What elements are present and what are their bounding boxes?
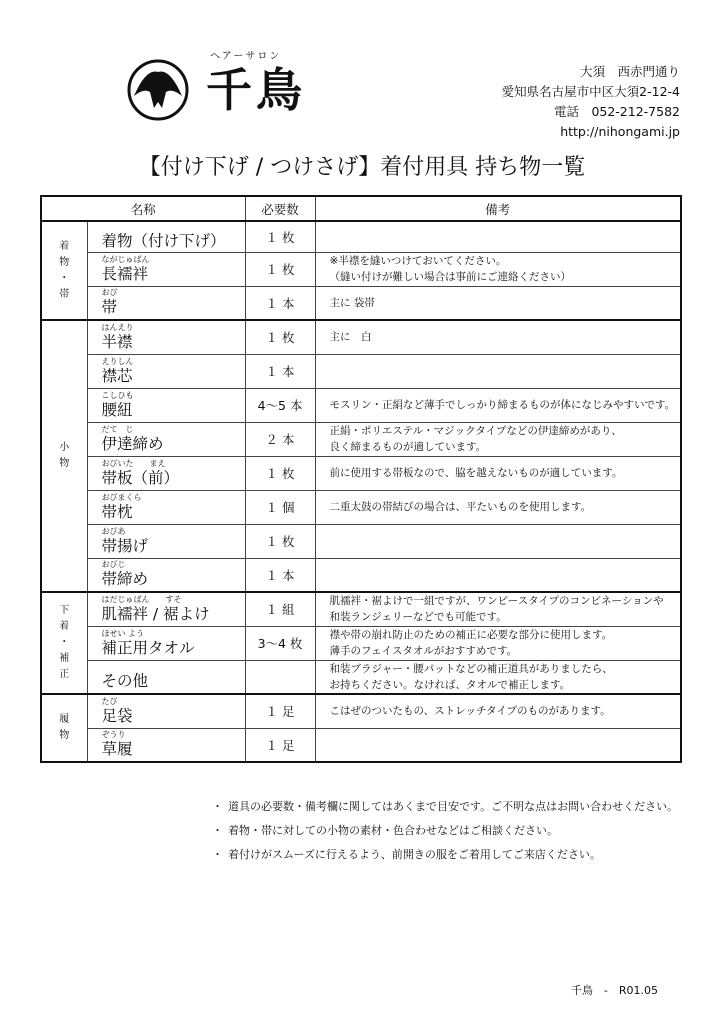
item-qty: １ 枚 — [245, 221, 315, 252]
item-name: 補正用タオル — [101, 638, 195, 657]
item-name-cell — [87, 252, 245, 286]
item-name-cell — [87, 221, 245, 252]
table-row — [41, 456, 681, 490]
item-qty: １ 足 — [245, 694, 315, 728]
item-name-cell — [87, 490, 245, 524]
item-note: 肌襦袢・裾よけで一組ですが、ワンピースタイプのコンビネーションや 和装ランジェリーなどでも可能です。 — [315, 592, 681, 626]
item-name: 足袋 — [101, 706, 133, 725]
table-row — [41, 728, 681, 762]
table-row — [41, 286, 681, 320]
item-qty: １ 足 — [245, 728, 315, 762]
bird-emblem-icon — [126, 58, 190, 122]
item-name: 伊達締め — [101, 434, 164, 453]
item-qty: １ 枚 — [245, 524, 315, 558]
logo-name: 千鳥 — [206, 63, 306, 117]
item-qty: １ 本 — [245, 354, 315, 388]
item-note — [315, 354, 681, 388]
note-item: ・ 着付けがスムーズに行えるよう、前開きの服をご着用してご来店ください。 — [212, 848, 601, 861]
item-note: 主に 袋帯 — [315, 286, 681, 320]
item-name: 帯揚げ — [101, 536, 149, 555]
table-row — [41, 524, 681, 558]
item-ruby: ほせい よう — [101, 628, 145, 638]
notes-list — [212, 795, 678, 867]
table-row — [41, 320, 681, 354]
item-name: 着物（付け下げ） — [101, 232, 226, 251]
item-qty: 3～4 枚 — [245, 626, 315, 660]
item-name: 帯枕 — [101, 502, 133, 521]
item-name: 帯板（前） — [101, 468, 180, 487]
item-name-cell — [87, 422, 245, 456]
category-cell: 履 物 — [41, 694, 87, 762]
item-qty: １ 枚 — [245, 320, 315, 354]
item-name-cell — [87, 558, 245, 592]
item-ruby: ながじゅばん — [101, 254, 150, 264]
table-row — [41, 626, 681, 660]
item-name: 半襟 — [101, 332, 133, 351]
item-ruby: えりしん — [101, 356, 134, 366]
table-header-row — [41, 196, 681, 221]
item-note: 和装ブラジャー・腰パットなどの補正道具がありましたら、 お持ちください。なければ、タオルで補正します。 — [315, 660, 681, 694]
table-row — [41, 592, 681, 626]
item-note — [315, 558, 681, 592]
item-note: 二重太鼓の帯結びの場合は、平たいものを使用します。 — [315, 490, 681, 524]
note-item: ・ 着物・帯に対しての小物の素材・色合わせなどはご相談ください。 — [212, 824, 558, 837]
item-note: 前に使用する帯板なので、脇を越えないものが適しています。 — [315, 456, 681, 490]
item-note: モスリン・正絹など薄手でしっかり締まるものが体になじみやすいです。 — [315, 388, 681, 422]
phone-line: 電話 052-212-7582 — [553, 104, 680, 119]
item-name: 草履 — [101, 740, 133, 759]
item-note — [315, 524, 681, 558]
header-name: 名称 — [41, 196, 245, 221]
item-ruby — [102, 222, 245, 231]
item-name-cell — [87, 728, 245, 762]
item-name: 腰紐 — [101, 400, 133, 419]
category-cell: 小 物 — [41, 320, 87, 592]
item-name-cell — [87, 524, 245, 558]
shop-address — [502, 62, 680, 142]
item-qty: ２ 本 — [245, 422, 315, 456]
category-cell: 着 物 ・ 帯 — [41, 221, 87, 320]
note-item: ・ 道具の必要数・備考欄に関してはあくまで目安です。ご不明な点はお問い合わせください。 — [212, 800, 679, 813]
address-line: 大須 西赤門通り — [579, 64, 680, 79]
item-name-cell — [87, 320, 245, 354]
item-name-cell — [87, 660, 245, 694]
logo-kana: ヘアーサロン — [210, 51, 282, 62]
table-row — [41, 558, 681, 592]
item-note: こはぜのついたもの、ストレッチタイプのものがあります。 — [315, 694, 681, 728]
item-ruby: こしひも — [101, 390, 134, 400]
header-qty: 必要数 — [245, 196, 315, 221]
table-row — [41, 388, 681, 422]
item-name-cell — [87, 592, 245, 626]
category-cell: 下 着 ・ 補 正 — [41, 592, 87, 694]
item-name: 長襦袢 — [101, 264, 149, 283]
item-note — [315, 728, 681, 762]
item-ruby: ぞうり — [101, 730, 126, 740]
item-note — [315, 221, 681, 252]
item-ruby: おびじ — [101, 560, 126, 570]
item-qty: 4～5 本 — [245, 388, 315, 422]
item-name-cell — [87, 286, 245, 320]
item-ruby: はだじゅばん すそ — [101, 594, 182, 604]
item-ruby: だて じ — [101, 424, 134, 434]
table-row — [41, 422, 681, 456]
table-row — [41, 354, 681, 388]
table-row — [41, 660, 681, 694]
item-qty: １ 本 — [245, 286, 315, 320]
address-line: 愛知県名古屋市中区大須2-12-4 — [501, 84, 680, 99]
item-qty: １ 個 — [245, 490, 315, 524]
items-table — [40, 195, 682, 763]
item-name-cell — [87, 694, 245, 728]
item-ruby: たび — [101, 696, 118, 706]
table-row — [41, 694, 681, 728]
website-link[interactable]: http://nihongami.jp — [560, 124, 680, 139]
item-ruby — [102, 662, 245, 671]
table-row — [41, 221, 681, 252]
item-ruby: おび — [101, 288, 118, 298]
item-name-cell — [87, 456, 245, 490]
item-name: 帯 — [101, 298, 118, 317]
item-name: その他 — [101, 672, 149, 691]
item-name-cell — [87, 626, 245, 660]
item-qty: １ 枚 — [245, 456, 315, 490]
item-note: 主に 白 — [315, 320, 681, 354]
item-qty: １ 枚 — [245, 252, 315, 286]
item-note: ※半襟を縫いつけておいてください。 （縫い付けが難しい場合は事前にご連絡ください） — [315, 252, 681, 286]
table-row — [41, 252, 681, 286]
item-ruby: はんえり — [101, 322, 134, 332]
item-name: 帯締め — [101, 570, 149, 589]
item-name-cell — [87, 354, 245, 388]
item-name: 肌襦袢 / 裾よけ — [101, 604, 210, 623]
item-note: 正絹・ポリエステル・マジックタイプなどの伊達締めがあり、 良く締まるものが適しています。 — [315, 422, 681, 456]
footer-version: 千鳥 - R01.05 — [570, 984, 658, 997]
item-name-cell — [87, 388, 245, 422]
item-ruby: おびあ — [101, 526, 126, 536]
item-qty — [245, 660, 315, 694]
table-row — [41, 490, 681, 524]
header-note: 備考 — [315, 196, 681, 221]
page-title: 【付け下げ / つけさげ】着付用具 持ち物一覧 — [138, 155, 586, 180]
item-ruby: おびまくら — [101, 492, 142, 502]
item-qty: １ 組 — [245, 592, 315, 626]
item-name: 襟芯 — [101, 366, 133, 385]
item-ruby: おびいた まえ — [101, 458, 166, 468]
item-qty: １ 本 — [245, 558, 315, 592]
item-note: 襟や帯の崩れ防止のための補正に必要な部分に使用します。 薄手のフェイスタオルがおすすめです。 — [315, 626, 681, 660]
